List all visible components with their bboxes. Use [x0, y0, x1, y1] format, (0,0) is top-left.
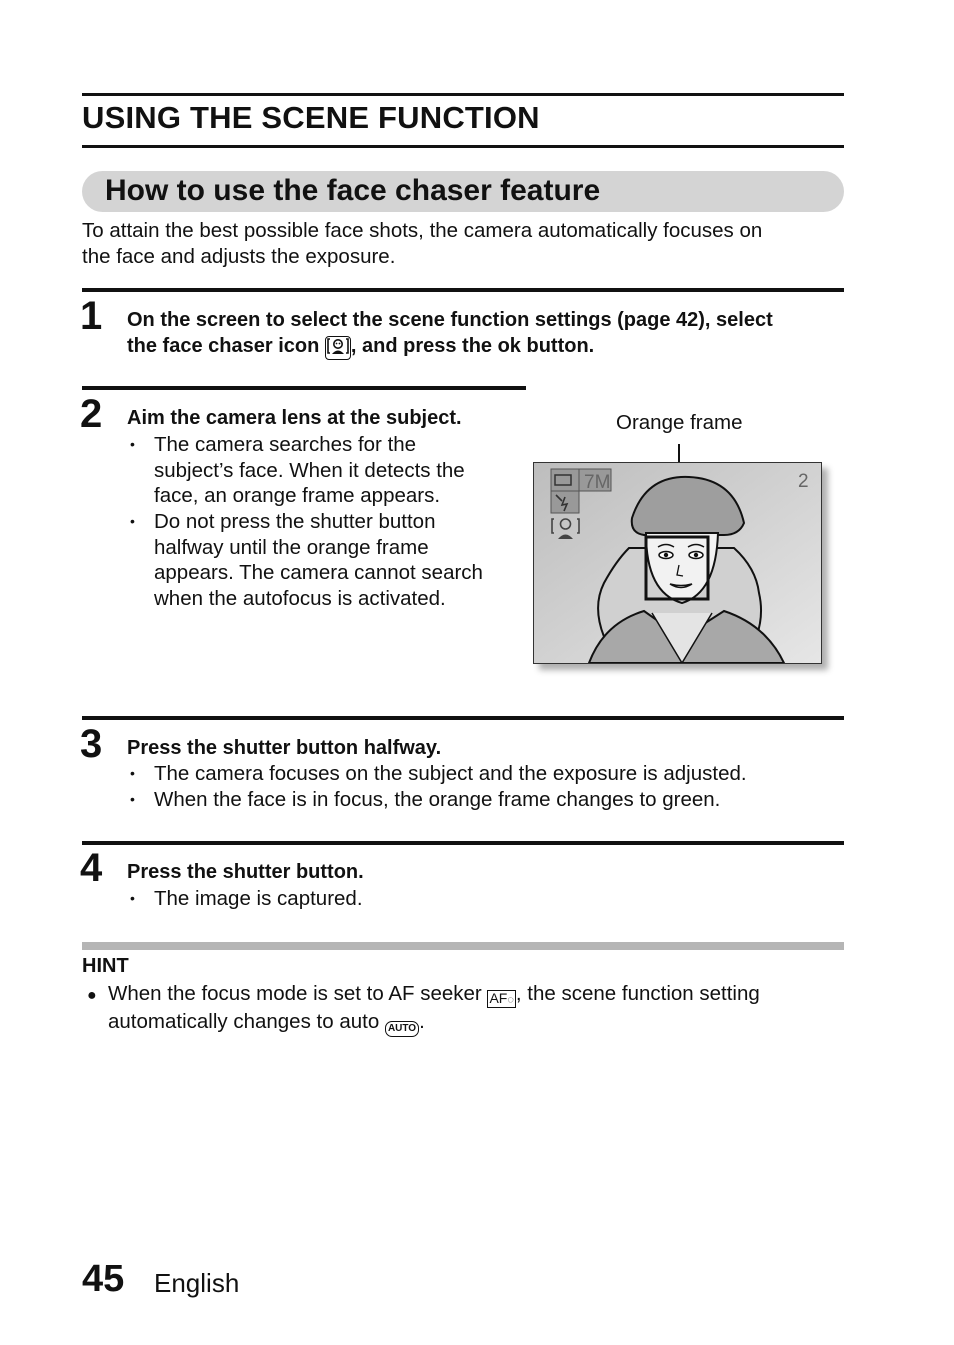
step-3-number: 3 — [80, 722, 103, 766]
intro-line: To attain the best possible face shots, the camera automatically focuses on — [82, 219, 763, 242]
hint-line: ● When the focus mode is set to AF seeker AF◌, the scene function setting — [87, 982, 760, 1006]
step-2-rule — [82, 386, 526, 390]
figure-callout-label: Orange frame — [616, 411, 743, 434]
resolution-indicator: 7M — [584, 472, 611, 493]
step-1-rule — [82, 288, 844, 292]
portrait-illustration — [534, 463, 821, 663]
intro-paragraph — [82, 218, 844, 269]
hint-title: HINT — [82, 955, 129, 977]
step-1-text — [127, 307, 773, 360]
camera-screen-illustration — [533, 462, 822, 664]
header-bottom-rule — [82, 145, 844, 148]
step-4-rule — [82, 841, 844, 845]
auto-mode-icon: AUTO — [385, 1021, 419, 1037]
intro-line: the face and adjusts the exposure. — [82, 244, 396, 268]
af-seeker-icon: AF◌ — [489, 990, 514, 1006]
hint-rule — [82, 942, 844, 950]
step-2-number: 2 — [80, 392, 103, 436]
step-2-heading: Aim the camera lens at the subject. — [127, 407, 462, 429]
face-chaser-icon — [325, 336, 351, 360]
subsection-heading — [82, 171, 844, 212]
page-number: 45 — [82, 1258, 125, 1300]
step-1-number: 1 — [80, 294, 103, 338]
step-4-heading: Press the shutter button. — [127, 861, 364, 883]
header-top-rule — [82, 93, 844, 96]
hint-body — [82, 981, 852, 1037]
step-1-line: the face chaser icon , and press the ok button. — [127, 333, 773, 360]
subsection-title: How to use the face chaser feature — [105, 174, 601, 207]
step-4-number: 4 — [80, 846, 103, 890]
section-title: USING THE SCENE FUNCTION — [82, 100, 540, 135]
step-1-line: On the screen to select the scene function settings (page 42), select — [127, 309, 773, 331]
hint-line: automatically changes to auto AUTO . — [82, 1009, 852, 1037]
step-3-rule — [82, 716, 844, 720]
language-label: English — [154, 1268, 240, 1298]
step-3-heading: Press the shutter button halfway. — [127, 737, 442, 759]
shot-counter: 2 — [798, 471, 809, 492]
